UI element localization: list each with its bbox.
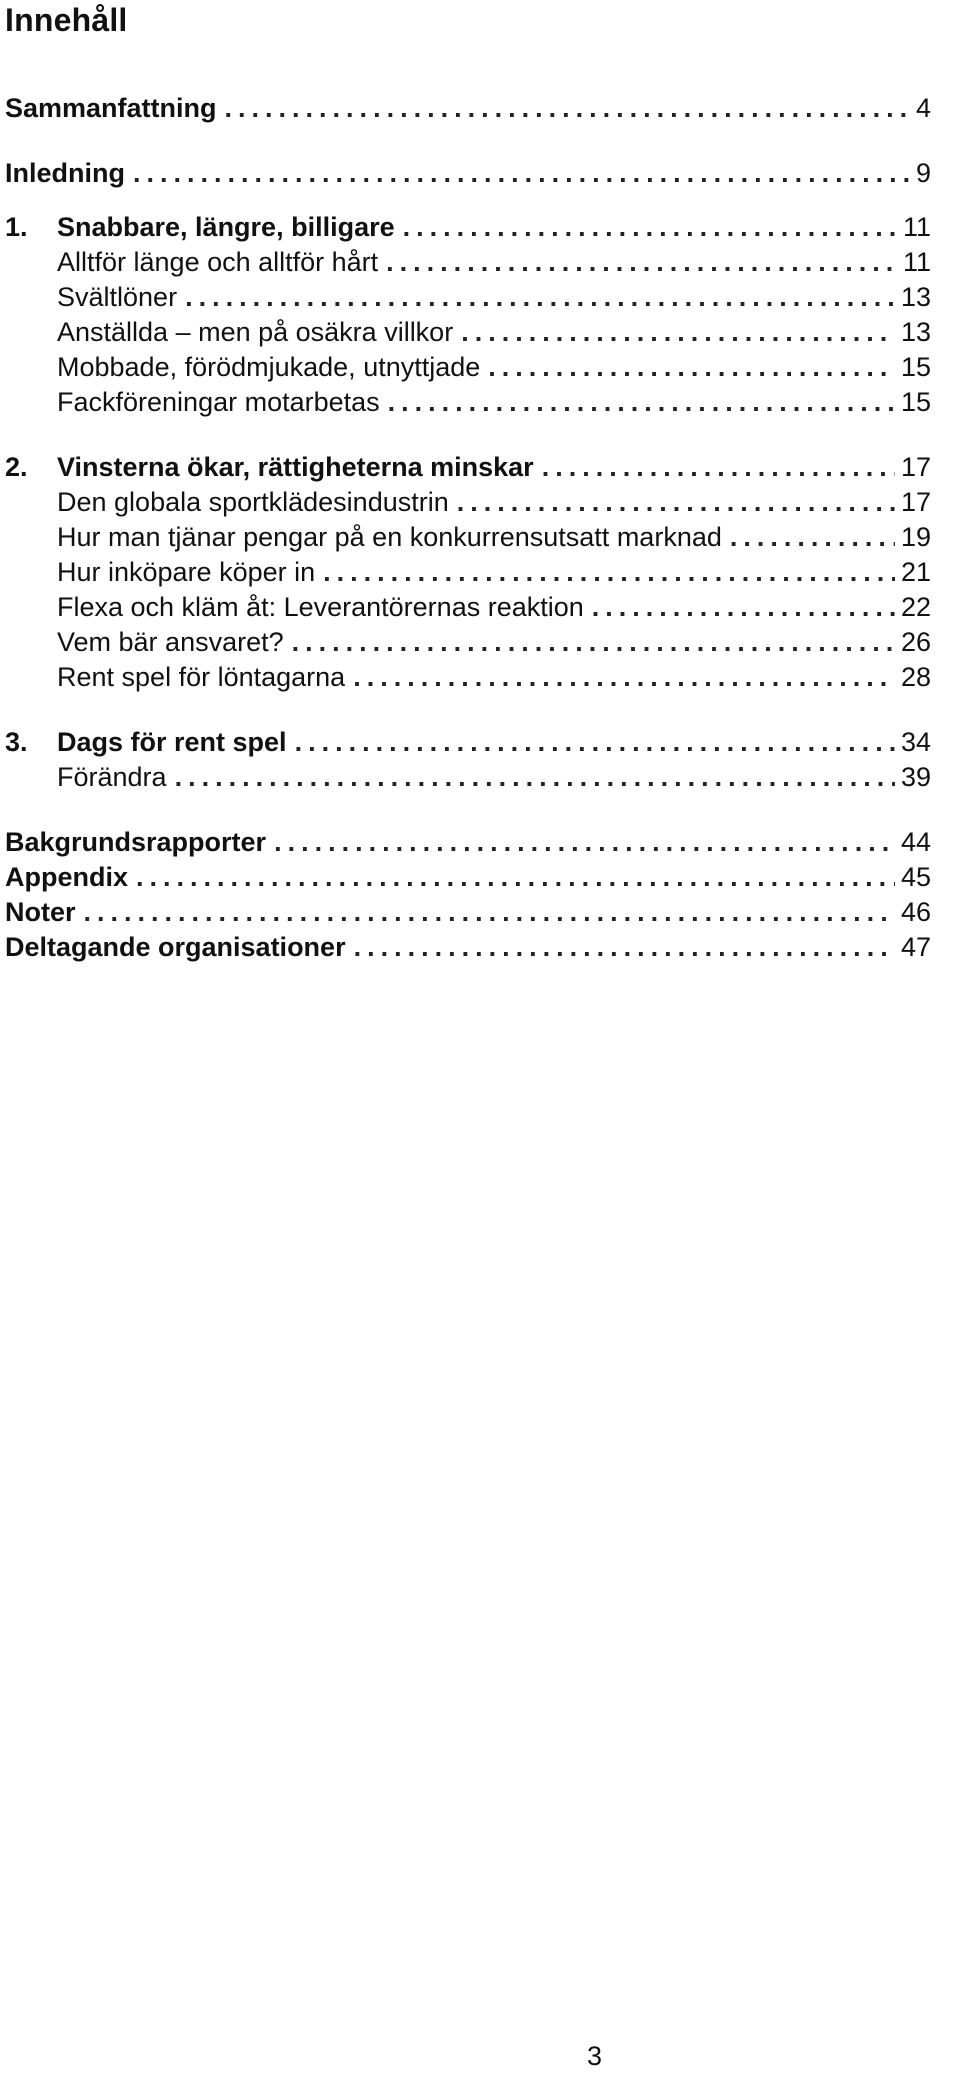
toc-entry[interactable] <box>57 484 931 520</box>
toc-page-number: 15 <box>900 387 931 417</box>
toc-entry[interactable] <box>57 554 931 590</box>
toc-entry[interactable] <box>5 449 931 485</box>
toc-page-number: 26 <box>900 627 931 657</box>
toc-dot-leader <box>353 659 895 695</box>
toc-entry-label: Rent spel för löntagarna <box>57 662 346 692</box>
toc-page-number: 34 <box>900 727 931 757</box>
toc-entry[interactable] <box>5 929 931 965</box>
toc-entry[interactable] <box>5 209 931 245</box>
toc-dot-leader <box>133 155 910 191</box>
toc-dot-leader <box>274 824 895 860</box>
toc-entry[interactable] <box>57 279 931 315</box>
toc-page-number: 47 <box>900 932 931 962</box>
toc-dot-leader <box>354 929 895 965</box>
toc-dot-leader <box>175 759 895 795</box>
toc-dot-leader <box>403 209 897 245</box>
toc-chapter-number: 2. <box>5 452 28 482</box>
page-number: 3 <box>586 2041 602 2071</box>
toc-entry[interactable] <box>57 624 931 660</box>
toc-entry[interactable] <box>57 244 931 280</box>
toc-dot-leader <box>461 314 895 350</box>
toc-entry[interactable] <box>57 589 931 625</box>
toc-entry[interactable] <box>5 155 931 191</box>
table-of-contents <box>0 0 960 1000</box>
toc-chapter-number: 3. <box>5 727 28 757</box>
toc-dot-leader <box>292 624 895 660</box>
toc-entry-label: Mobbade, förödmjukade, utnyttjade <box>57 352 481 382</box>
toc-entry-label: Sammanfattning <box>5 93 217 123</box>
toc-entry-label: Inledning <box>5 158 125 188</box>
toc-entry[interactable] <box>57 349 931 385</box>
toc-page-number: 9 <box>915 158 931 188</box>
toc-dot-leader <box>592 589 895 625</box>
toc-entry-label: Anställda – men på osäkra villkor <box>57 317 454 347</box>
toc-entry[interactable] <box>5 859 931 895</box>
toc-page-number: 13 <box>900 282 931 312</box>
toc-page-number: 11 <box>902 247 931 277</box>
toc-page-number: 22 <box>900 592 931 622</box>
toc-entry-label: Deltagande organisationer <box>5 932 346 962</box>
toc-entry-label: Hur inköpare köper in <box>57 557 316 587</box>
toc-entry[interactable] <box>57 314 931 350</box>
toc-entry-label: Vem bär ansvaret? <box>57 627 284 657</box>
toc-entry-label: Flexa och kläm åt: Leverantörernas reaktion <box>57 592 584 622</box>
toc-page-number: 45 <box>900 862 931 892</box>
toc-dot-leader <box>730 519 895 555</box>
toc-entry[interactable] <box>57 659 931 695</box>
toc-entry-label: Dags för rent spel <box>57 727 287 757</box>
toc-page-number: 39 <box>900 762 931 792</box>
toc-dot-leader <box>488 349 895 385</box>
toc-dot-leader <box>323 554 895 590</box>
toc-entry-label: Den globala sportklädesindustrin <box>57 487 449 517</box>
toc-entry-label: Förändra <box>57 762 167 792</box>
toc-page-number: 46 <box>900 897 931 927</box>
toc-entry-label: Alltför länge och alltför hårt <box>57 247 379 277</box>
toc-entry[interactable] <box>57 519 931 555</box>
toc-dot-leader <box>295 724 895 760</box>
toc-entry-label: Fackföreningar motarbetas <box>57 387 380 417</box>
toc-entry-label: Bakgrundsrapporter <box>5 827 267 857</box>
toc-page-number: 17 <box>900 452 931 482</box>
toc-page-number: 17 <box>900 487 931 517</box>
toc-dot-leader <box>136 859 895 895</box>
toc-entry[interactable] <box>5 894 931 930</box>
toc-entry-label: Appendix <box>5 862 129 892</box>
toc-page-number: 19 <box>900 522 931 552</box>
toc-dot-leader <box>457 484 895 520</box>
toc-entry[interactable] <box>5 724 931 760</box>
toc-entry-label: Noter <box>5 897 76 927</box>
toc-entry[interactable] <box>5 824 931 860</box>
toc-entry-label: Vinsterna ökar, rättigheterna minskar <box>57 452 534 482</box>
toc-page-number: 44 <box>900 827 931 857</box>
toc-page-number: 28 <box>900 662 931 692</box>
toc-entry[interactable] <box>5 90 931 126</box>
toc-dot-leader <box>225 90 910 126</box>
toc-page-number: 15 <box>900 352 931 382</box>
toc-dot-leader <box>388 384 895 420</box>
toc-dot-leader <box>386 244 897 280</box>
toc-dot-leader <box>84 894 895 930</box>
toc-dot-leader <box>185 279 895 315</box>
toc-entry-label: Svältlöner <box>57 282 178 312</box>
toc-entry-label: Snabbare, längre, billigare <box>57 212 395 242</box>
toc-dot-leader <box>542 449 895 485</box>
toc-entry[interactable] <box>57 759 931 795</box>
toc-entry-label: Hur man tjänar pengar på en konkurrensutsatt marknad <box>57 522 722 552</box>
toc-page-number: 21 <box>900 557 931 587</box>
toc-page-number: 13 <box>900 317 931 347</box>
page-title: Innehåll <box>5 2 128 38</box>
toc-entry[interactable] <box>57 384 931 420</box>
toc-chapter-number: 1. <box>5 212 28 242</box>
toc-page-number: 4 <box>915 93 931 123</box>
toc-page-number: 11 <box>902 212 931 242</box>
